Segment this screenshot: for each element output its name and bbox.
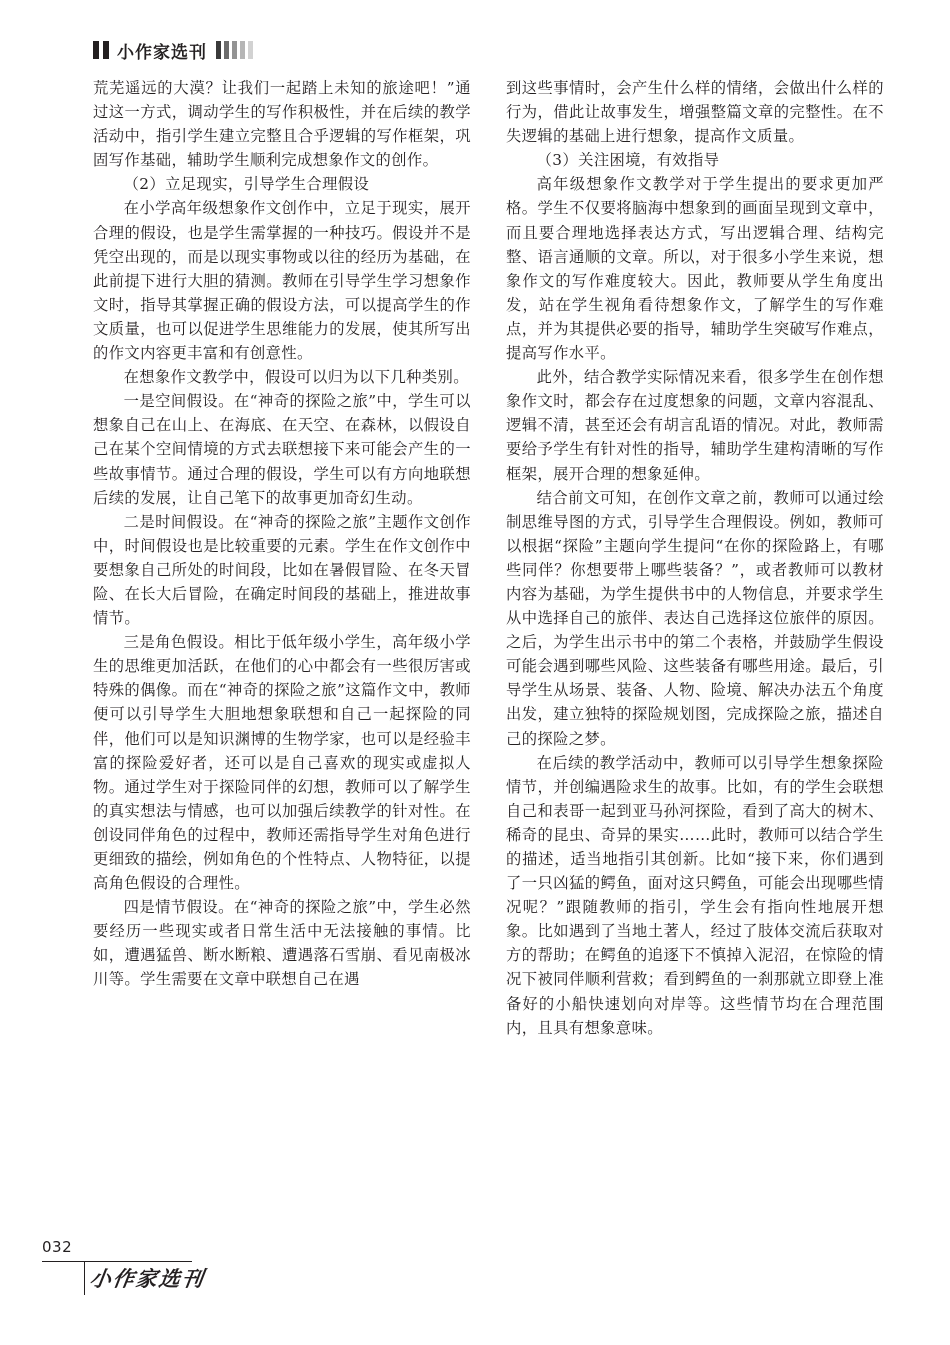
paragraph: 高年级想象作文教学对于学生提出的要求更加严格。学生不仅要将脑海中想象到的画面呈现到文章中，而且要合理地选择表达方式，写出逻辑合理、结构完整、语言通顺的文章。所以，对于很多小学生来说，想象作文的写作难度较大。因此，教师要从学生角度出发，站在学生视角看待想象作文，了解学生的写作难点，并为其提供必要的指导，辅助学生突破写作难点，提高写作水平。 [506, 175, 884, 363]
journal-title: 小作家选刊 [117, 42, 207, 63]
paragraph: 在后续的教学活动中，教师可以引导学生想象探险情节，并创编遇险求生的故事。比如，有的学生会联想自己和表哥一起到亚马孙河探险，看到了高大的树木、稀奇的昆虫、奇异的果实……此时，教师可以结合学生的描述，适当地指引其创新。比如“接下来，你们遇到了一只凶猛的鳄鱼，面对这只鳄鱼，可能会出现哪些情况呢？”跟随教师的指引，学生会有指向性地展开想象。比如遇到了当地土著人，经过了肢体交流后获取对方的帮助；在鳄鱼的追逐下不慎掉入泥沼，在惊险的情况下被同伴顺利营救；看到鳄鱼的一刹那就立即登上准备好的小船快速划向对岸等。这些情节均在合理范围内，且具有想象意味。 [506, 753, 884, 1037]
paragraph: （2）立足现实，引导学生合理假设 [123, 175, 370, 194]
paragraph: 荒芜遥远的大漠？让我们一起踏上未知的旅途吧！”通过这一方式，调动学生的写作积极性，并在后续的教学活动中，指引学生建立完整且合乎逻辑的写作框架，巩固写作基础，辅助学生顺利完成想象作文的创作。 [93, 79, 471, 170]
left-column [93, 76, 471, 992]
footer-logo: 小作家选刊 [88, 1266, 207, 1291]
paragraph: 到这些事情时，会产生什么样的情绪，会做出什么样的行为，借此让故事发生，增强整篇文章的完整性。在不失逻辑的基础上进行想象，提高作文质量。 [506, 79, 884, 146]
footer-divider [84, 1261, 85, 1295]
right-column [506, 76, 884, 1040]
paragraph: 在想象作文教学中，假设可以归为以下几种类别。 [123, 368, 469, 387]
header-bars-icon [93, 41, 109, 59]
footer-rule [42, 1261, 192, 1262]
paragraph: 四是情节假设。在“神奇的探险之旅”中，学生必然要经历一些现实或者日常生活中无法接触的事情。比如，遭遇猛兽、断水断粮、遭遇落石雪崩、看见南极冰川等。学生需要在文章中联想自己在遇 [93, 898, 471, 989]
paragraph: 在小学高年级想象作文创作中，立足于现实，展开合理的假设，也是学生需掌握的一种技巧。假设并不是凭空出现的，而是以现实事物或以往的经历为基础，在此前提下进行大胆的猜测。教师在引导学生学习想象作文时，指导其掌握正确的假设方法，可以提高学生的作文质量，也可以促进学生思维能力的发展，使其所写出的作文内容更丰富和有创意性。 [93, 199, 471, 363]
page-number: 032 [42, 1238, 73, 1256]
header-gradient-bars-icon [216, 41, 253, 59]
paragraph: （3）关注困境，有效指导 [536, 151, 720, 170]
paragraph: 二是时间假设。在“神奇的探险之旅”主题作文创作中，时间假设也是比较重要的元素。学生在作文创作中要想象自己所处的时间段，比如在暑假冒险、在冬天冒险、在长大后冒险，在确定时间段的基础上，推进故事情节。 [93, 512, 471, 628]
running-header [93, 38, 253, 62]
paragraph: 一是空间假设。在“神奇的探险之旅”中，学生可以想象自己在山上、在海底、在天空、在森林，以假设自己在某个空间情境的方式去联想接下来可能会产生的一些故事情节。通过合理的假设，学生可以有方向地联想后续的发展，让自己笔下的故事更加奇幻生动。 [93, 392, 471, 507]
paragraph: 此外，结合教学实际情况来看，很多学生在创作想象作文时，都会存在过度想象的问题，文章内容混乱、逻辑不清，甚至还会有胡言乱语的情况。对此，教师需要给予学生有针对性的指导，辅助学生建构清晰的写作框架，展开合理的想象延伸。 [506, 368, 884, 483]
paragraph: 三是角色假设。相比于低年级小学生，高年级小学生的思维更加活跃，在他们的心中都会有一些很厉害或特殊的偶像。而在“神奇的探险之旅”这篇作文中，教师便可以引导学生大胆地想象联想和自己一起探险的同伴，他们可以是知识渊博的生物学家，也可以是经验丰富的探险爱好者，还可以是自己喜欢的现实或虚拟人物。通过学生对于探险同伴的幻想，教师可以了解学生的真实想法与情感，也可以加强后续教学的针对性。在创设同伴角色的过程中，教师还需指导学生对角色进行更细致的描绘，例如角色的个性特点、人物特征，以提高角色假设的合理性。 [93, 633, 471, 893]
paragraph: 结合前文可知，在创作文章之前，教师可以通过绘制思维导图的方式，引导学生合理假设。例如，教师可以根据“探险”主题向学生提问“在你的探险路上，有哪些同伴？你想要带上哪些装备？”，或者教师可以教材内容为基础，为学生提供书中的人物信息，并要求学生从中选择自己的旅伴、表达自己选择这位旅伴的原因。之后，为学生出示书中的第二个表格，并鼓励学生假设可能会遇到哪些风险、这些装备有哪些用途。最后，引导学生从场景、装备、人物、险境、解决办法五个角度出发，建立独特的探险规划图，完成探险之旅，描述自己的探险之梦。 [506, 488, 884, 748]
